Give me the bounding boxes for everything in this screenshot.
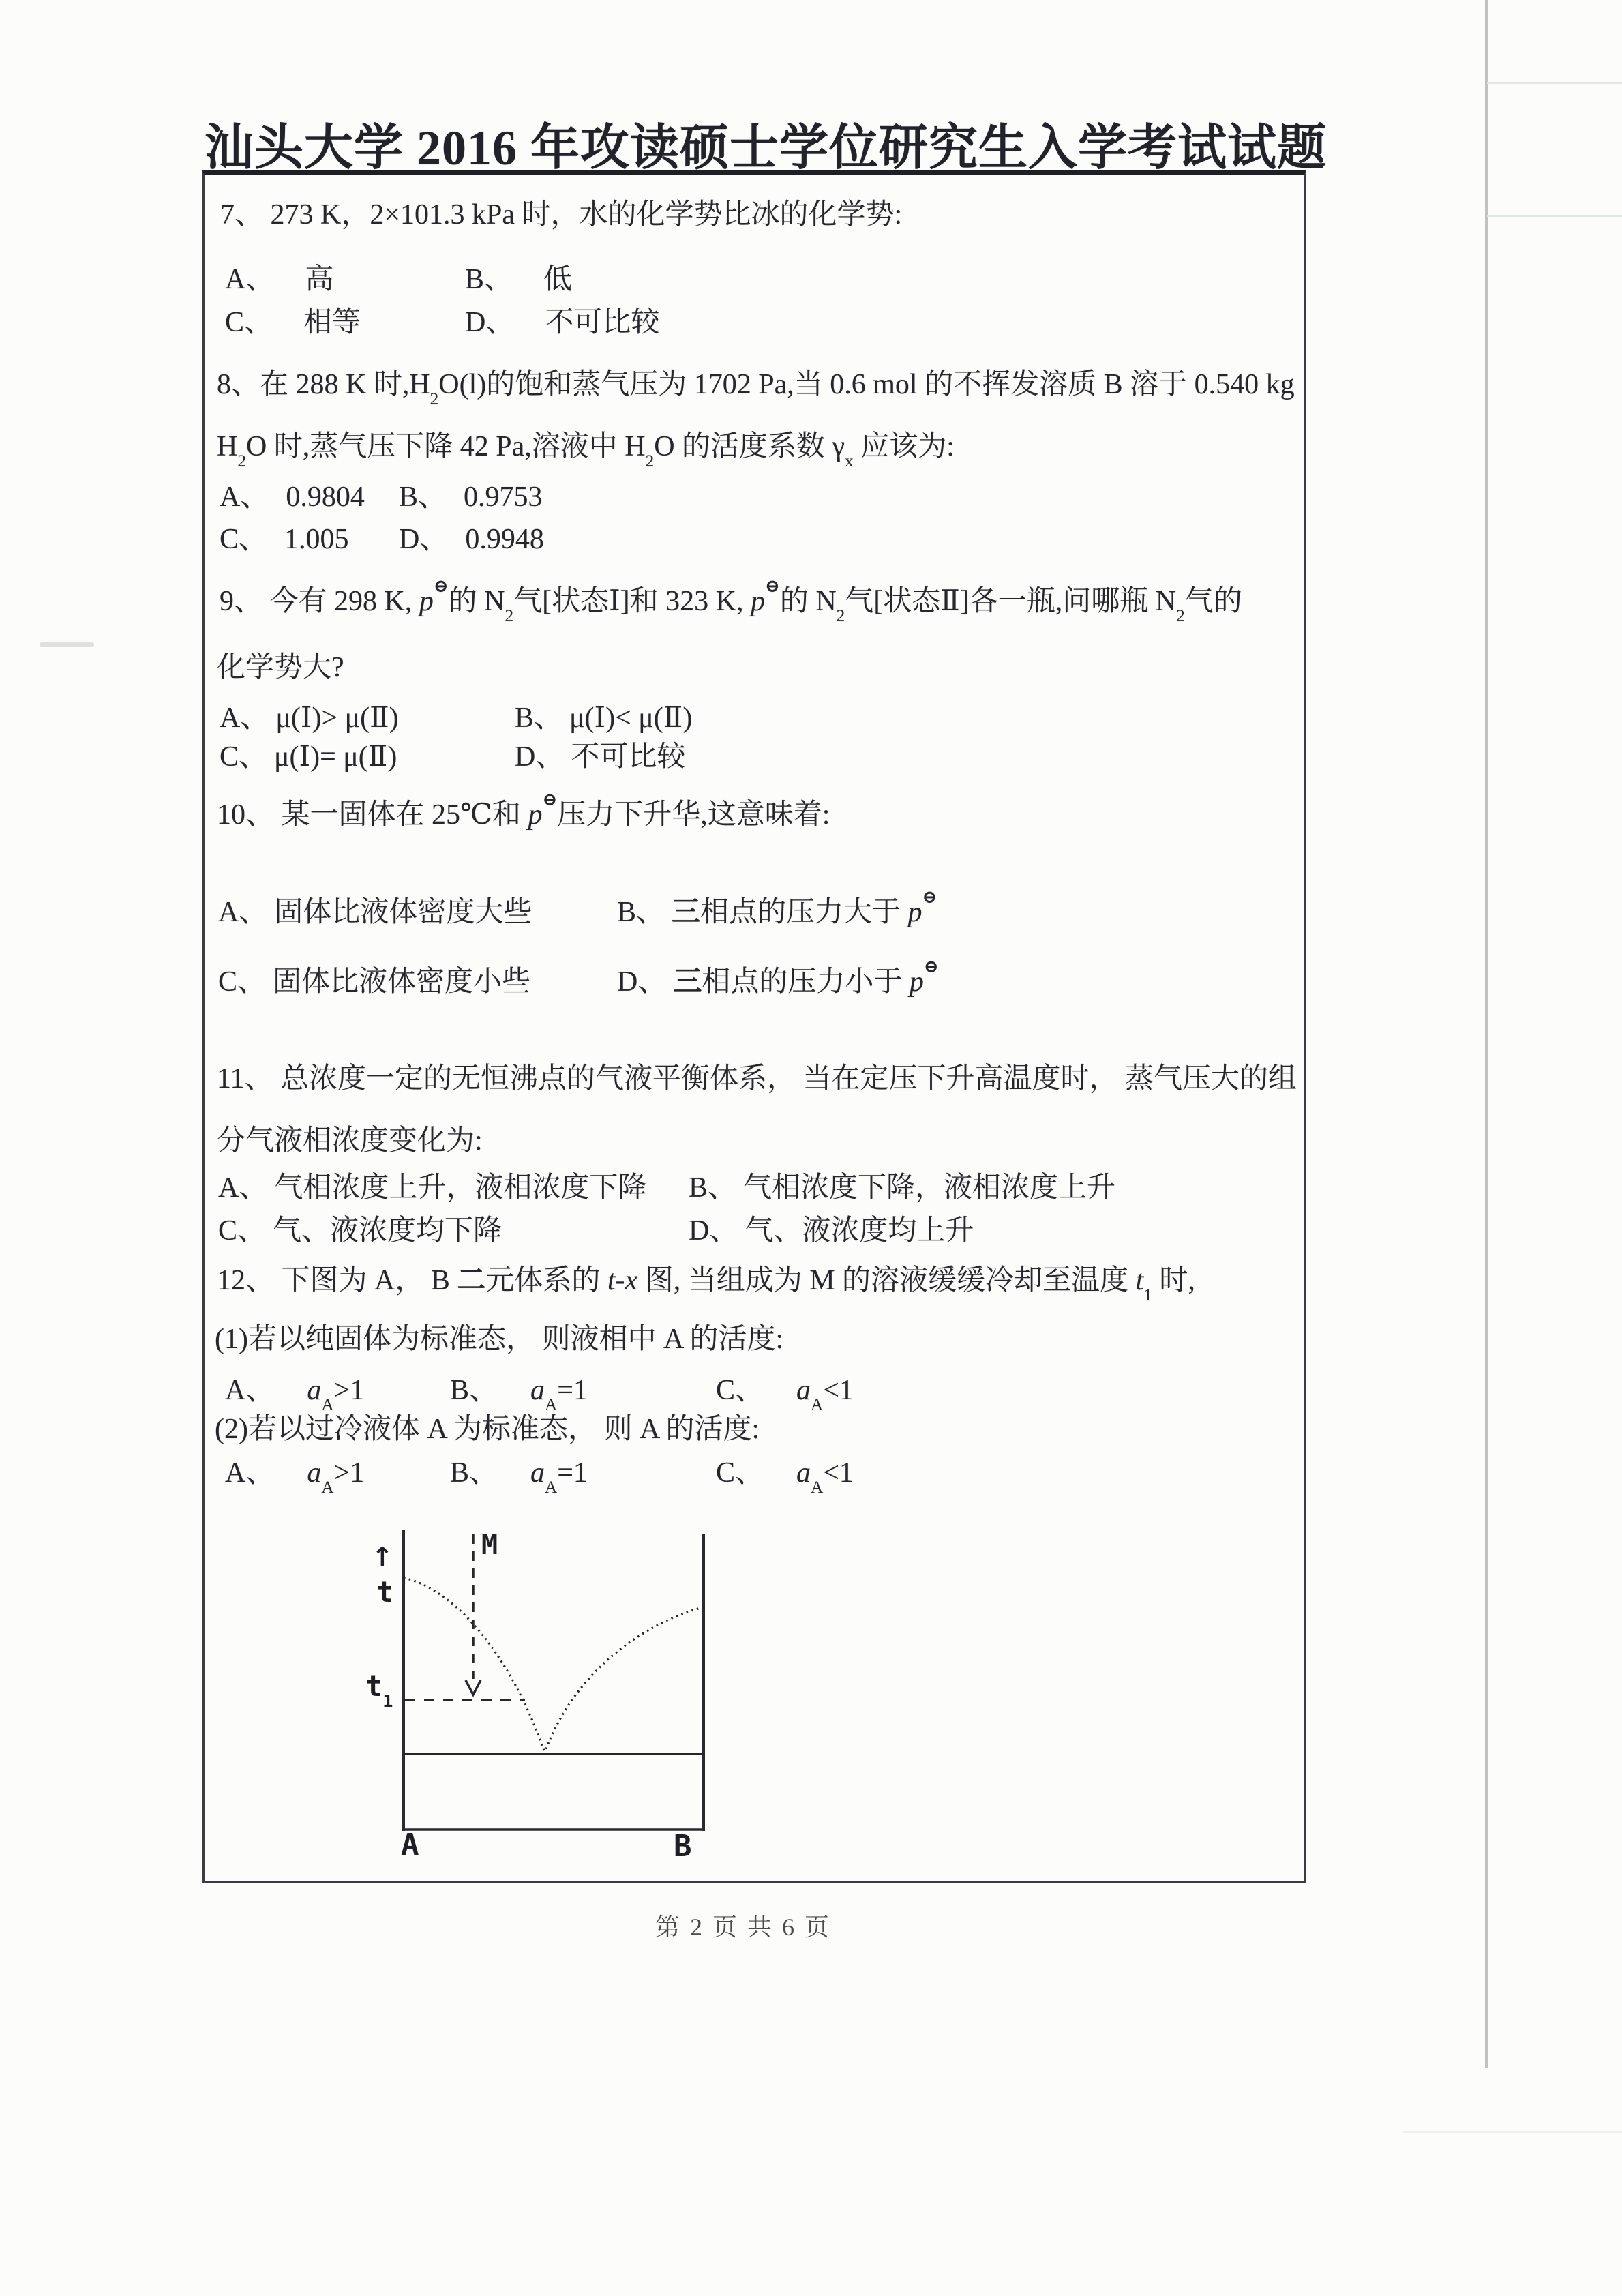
q12-p2-b-sub: A [545, 1478, 558, 1497]
q11-option-a-label: A、 [218, 1172, 268, 1204]
q10-option-d-standard-state-symbol: ⊖ [923, 957, 939, 977]
q8-stem2-sub1: 2 [237, 451, 246, 471]
q12-p2-c-var: a [796, 1457, 811, 1489]
q8-option-d [399, 521, 544, 558]
q9-option-b [515, 700, 692, 737]
q12-p1-a-var: a [307, 1375, 322, 1406]
scan-artifact-dash [40, 642, 94, 647]
q10-option-c-text: 固体比液体密度小些 [273, 966, 531, 998]
q12-tx: t-x [607, 1265, 638, 1296]
q8-stem1-seg0: 8、在 288 K 时,H [217, 369, 430, 400]
page-number-footer: 第 2 页 共 6 页 [655, 1913, 831, 1941]
diagram-label-m: M [481, 1530, 498, 1561]
page-title: 汕头大学 2016 年攻读硕士学位研究生入学考试试题 [205, 121, 1327, 175]
q11-option-a-text: 气相浓度上升，液相浓度下降 [274, 1172, 647, 1204]
q8-option-b-label: B、 [399, 481, 447, 513]
q8-option-b [399, 479, 543, 516]
q11-stem-line2: 分气液相浓度变化为: [217, 1125, 483, 1157]
q12-p2-c-label: C、 [716, 1457, 764, 1489]
q10-option-b-p: p [907, 897, 922, 928]
q10-option-a-label: A、 [218, 897, 268, 928]
q9-option-a [220, 700, 399, 737]
q8-stem2-seg4: O 的活度系数 γ [654, 431, 845, 462]
q12-p2-b-label: B、 [450, 1457, 498, 1489]
q12-p2-a-sub: A [321, 1478, 334, 1497]
diagram-t1-base: t [365, 1669, 383, 1703]
q9-seg10: 气[状态Ⅱ]各一瓶,问哪瓶 N [845, 586, 1177, 617]
q12-part2: (2)若以过冷液体 A 为标准态， 则 A 的活度: [215, 1414, 760, 1445]
diagram-label-t: t [376, 1575, 394, 1609]
q10-stem [217, 790, 830, 834]
q9-seg3: 的 N [448, 586, 505, 617]
q11-option-b-text: 气相浓度下降，液相浓度上升 [743, 1172, 1116, 1204]
q9-seg0: 9、 今有 298 K, [220, 586, 419, 617]
q12-p1-a-sub: A [321, 1395, 334, 1414]
q7-option-a-text: 高 [305, 264, 334, 295]
q10-standard-state-symbol: ⊖ [542, 790, 558, 810]
diagram-label-t1 [365, 1669, 393, 1711]
q12-p1-b-label: B、 [450, 1375, 498, 1406]
q10-option-b-text: 相点的压力大于 [700, 897, 908, 928]
q9-option-d-label: D、 [515, 741, 565, 773]
q8-option-d-label: D、 [399, 524, 449, 555]
q12-p2-a-rel: >1 [333, 1457, 365, 1489]
q12-seg7: 时, [1152, 1265, 1195, 1296]
q12-t-sub: 1 [1143, 1285, 1152, 1304]
q12-part1-option-c [716, 1372, 854, 1414]
q11-option-a [218, 1169, 646, 1207]
q10-option-d-em: 三 [673, 966, 702, 998]
q8-stem-line2 [217, 428, 955, 471]
q11-option-c [218, 1212, 502, 1250]
q10-option-a [218, 894, 532, 931]
diagram-right-liquidus-curve [545, 1607, 704, 1753]
q10-option-a-text: 固体比液体密度大些 [274, 897, 532, 928]
scan-page-edge-line [1485, 0, 1488, 2068]
q8-stem2-sub2: 2 [645, 451, 655, 471]
diagram-up-arrow-icon: ↑ [372, 1542, 393, 1572]
q10-option-d-p: p [909, 966, 924, 998]
q7-option-b-text: 低 [543, 264, 573, 295]
q12-p2-b-var: a [530, 1457, 545, 1489]
q10-option-d [617, 957, 939, 1001]
q12-seg4: 图, 当组成为 M 的溶液缓缓冷却至温度 [637, 1265, 1136, 1296]
q8-option-c [220, 521, 349, 558]
q8-stem1-sub: 2 [430, 389, 439, 408]
q7-option-a [225, 261, 333, 299]
scan-artifact-line-1 [1487, 82, 1622, 84]
q9-p2: p [751, 586, 765, 617]
q12-part1-option-a [225, 1372, 365, 1414]
q12-t: t [1135, 1265, 1144, 1296]
q7-option-d-label: D、 [465, 307, 515, 338]
q10-option-b-label: B、 [617, 897, 665, 928]
q10-seg3: 压力下升华,这意味着: [557, 799, 830, 831]
q12-p1-a-label: A、 [225, 1375, 275, 1406]
q8-option-c-label: C、 [220, 524, 268, 555]
diagram-arrow-head [466, 1680, 481, 1695]
q9-standard-state-symbol-1: ⊖ [433, 576, 449, 597]
q12-p1-c-sub: A [811, 1395, 824, 1414]
q9-option-b-label: B、 [515, 702, 563, 734]
q8-stem-line1 [217, 366, 1295, 408]
q12-p2-b-rel: =1 [557, 1457, 588, 1489]
q9-n2-sub1: 2 [505, 606, 514, 625]
q7-stem: 7、 273 K，2×101.3 kPa 时，水的化学势比冰的化学势: [220, 199, 903, 230]
q10-option-b-standard-state-symbol: ⊖ [922, 887, 937, 908]
q11-option-d-label: D、 [689, 1215, 738, 1247]
q9-seg5: 气[状态Ⅰ]和 323 K, [513, 586, 751, 617]
q9-option-c-label: C、 [220, 741, 268, 773]
q12-stem [217, 1262, 1195, 1304]
q9-option-d [515, 739, 685, 776]
q8-option-a [220, 479, 365, 516]
q12-p2-c-sub: A [811, 1478, 824, 1497]
q8-stem2-seg0: H [217, 431, 238, 462]
q10-option-d-label: D、 [617, 966, 667, 998]
q12-part1: (1)若以纯固体为标准态， 则液相中 A 的活度: [215, 1324, 784, 1355]
diagram-label-b: B [674, 1829, 692, 1864]
diagram-label-a: A [401, 1828, 419, 1862]
q12-p1-c-label: C、 [716, 1375, 764, 1406]
q7-option-c-text: 相等 [303, 307, 361, 338]
q12-seg2: 元体系的 [485, 1265, 607, 1296]
q9-option-a-text: μ(Ⅰ)> μ(Ⅱ) [275, 702, 399, 734]
scan-artifact-line-2 [1487, 215, 1622, 217]
q11-option-d-text: 气、液浓度均上升 [745, 1215, 974, 1247]
q9-n2-sub3: 2 [1176, 606, 1185, 625]
q9-option-a-label: A、 [220, 702, 269, 734]
q12-p2-a-var: a [307, 1457, 322, 1489]
q8-option-b-text: 0.9753 [464, 481, 543, 513]
q7-option-d [465, 304, 659, 342]
q7-option-d-text: 不可比较 [545, 307, 660, 338]
q12-part2-option-b [450, 1455, 588, 1497]
q8-stem2-seg2: O 时,蒸气压下降 42 Pa,溶液中 H [245, 431, 646, 462]
q7-option-c-label: C、 [225, 307, 273, 338]
q11-option-d [689, 1212, 974, 1250]
q8-stem2-gamma-sub: x [845, 451, 854, 471]
q10-p: p [528, 799, 543, 831]
q9-stem-line2: 化学势大? [217, 652, 344, 683]
q10-seg0: 10、 某一固体在 25℃和 [217, 799, 528, 831]
q12-seg0: 12、 下图为 A， B [217, 1265, 457, 1296]
q12-p1-c-rel: <1 [823, 1375, 854, 1406]
q7-option-c [225, 304, 361, 342]
q12-p1-b-var: a [530, 1375, 545, 1406]
q8-option-a-label: A、 [220, 481, 269, 513]
q10-option-c-label: C、 [218, 966, 267, 998]
q12-em: 二 [457, 1265, 486, 1296]
q7-option-b-label: B、 [465, 264, 513, 295]
q10-option-d-text: 相点的压力小于 [702, 966, 910, 998]
diagram-t1-sub: 1 [382, 1690, 393, 1711]
q7-option-b [465, 261, 572, 299]
q9-standard-state-symbol-2: ⊖ [765, 576, 780, 597]
q10-option-b [617, 887, 937, 931]
q9-option-c [220, 739, 397, 776]
q11-option-c-label: C、 [218, 1215, 267, 1247]
q12-p1-b-rel: =1 [557, 1375, 588, 1406]
q12-p2-c-rel: <1 [823, 1457, 854, 1489]
q11-option-b-label: B、 [689, 1172, 737, 1204]
q12-part2-option-a [225, 1455, 365, 1497]
q9-p1: p [419, 586, 434, 617]
q12-p1-c-var: a [796, 1375, 811, 1406]
q9-seg8: 的 N [779, 586, 837, 617]
q12-p1-b-sub: A [545, 1395, 558, 1414]
q9-option-d-text: 不可比较 [571, 741, 686, 773]
q10-option-b-em: 三 [672, 897, 701, 928]
q11-option-c-text: 气、液浓度均下降 [273, 1215, 502, 1247]
q8-option-d-text: 0.9948 [465, 524, 544, 555]
q8-stem2-seg6: 应该为: [853, 431, 955, 462]
q12-part2-option-c [716, 1455, 854, 1497]
q7-option-a-label: A、 [225, 264, 275, 295]
q11-stem-line1: 11、 总浓度一定的无恒沸点的气液平衡体系， 当在定压下升高温度时， 蒸气压大的组 [217, 1063, 1297, 1094]
q9-stem-line1 [220, 576, 1242, 625]
q9-seg12: 气的 [1184, 586, 1242, 617]
q8-stem1-seg2: O(l)的饱和蒸气压为 1702 Pa,当 0.6 mol 的不挥发溶质 B 溶于 0.540 kg [438, 369, 1295, 400]
q9-option-b-text: μ(Ⅰ)< μ(Ⅱ) [569, 702, 693, 734]
q12-p2-a-label: A、 [225, 1457, 275, 1489]
q12-part1-option-b [450, 1372, 588, 1414]
q8-option-c-text: 1.005 [284, 524, 349, 555]
q9-n2-sub2: 2 [836, 606, 845, 625]
q10-option-c [218, 964, 530, 1001]
q8-option-a-text: 0.9804 [286, 481, 365, 513]
q11-option-b [689, 1169, 1115, 1207]
q12-p1-a-rel: >1 [333, 1375, 365, 1406]
phase-diagram [355, 1521, 736, 1862]
q9-option-c-text: μ(Ⅰ)= μ(Ⅱ) [274, 741, 397, 773]
scan-artifact-line-3 [1403, 2131, 1622, 2133]
